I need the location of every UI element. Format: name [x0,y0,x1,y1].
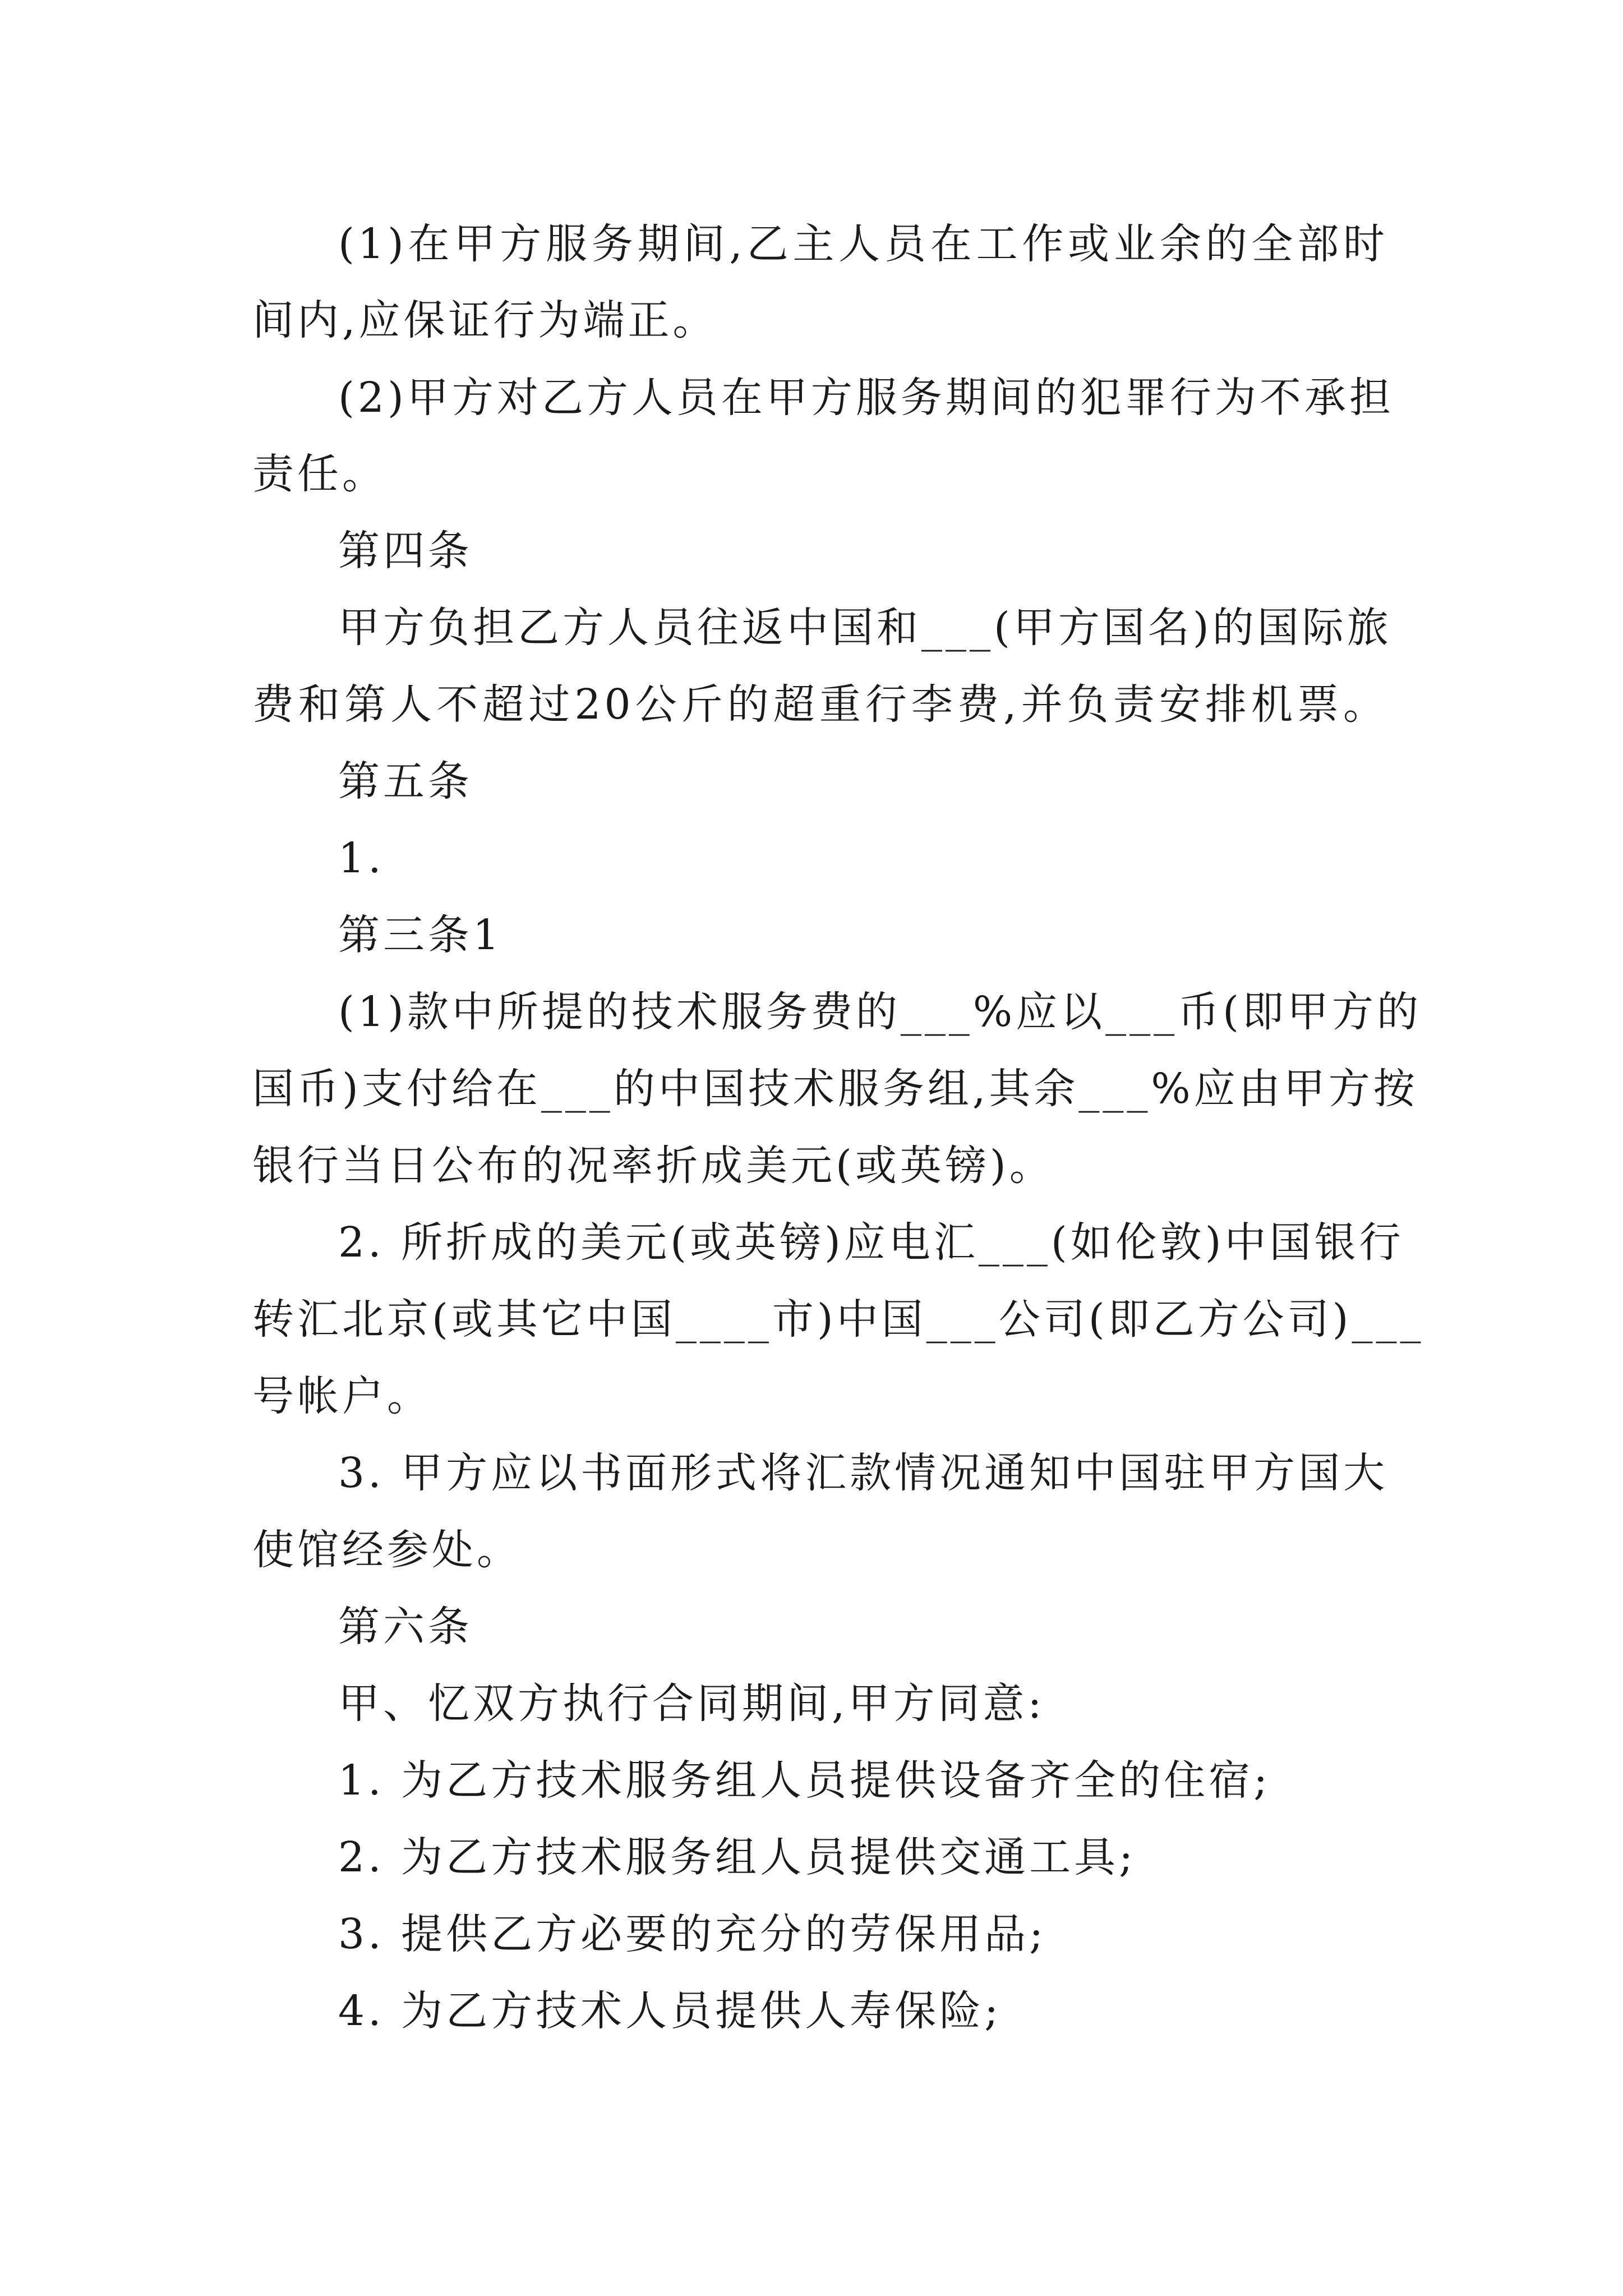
paragraph-line: 甲、忆双方执行合同期间,甲方同意: [338,1680,1045,1728]
list-item: 2. 为乙方技术服务组人员提供交通工具; [338,1833,1137,1881]
paragraph-line: 号帐户。 [252,1372,432,1420]
paragraph-line: 2. 所折成的美元(或英镑)应电汇___(如伦敦)中国银行 [338,1218,1404,1267]
paragraph-line: 责任。 [252,450,387,498]
list-item: 4. 为乙方技术人员提供人寿保险; [338,1987,1002,2035]
paragraph-line: 使馆经参处。 [252,1526,522,1574]
section-heading: 第六条 [338,1603,473,1651]
paragraph-line: (1)款中所提的技术服务费的___%应以___币(即甲方的 [338,988,1422,1036]
paragraph-line: 甲方负担乙方人员往返中国和___(甲方国名)的国际旅 [338,604,1392,652]
section-heading: 第五条 [338,757,473,806]
section-heading: 第三条1 [338,911,503,959]
paragraph-line: (1)在甲方服务期间,乙主人员在工作或业余的全部时 [338,220,1388,268]
list-item: 3. 提供乙方必要的充分的劳保用品; [338,1910,1047,1958]
paragraph-line: 银行当日公布的况率折成美元(或英镑)。 [252,1142,1054,1190]
paragraph-line: 间内,应保证行为端正。 [252,296,718,344]
paragraph-line: 费和第人不超过20公斤的超重行李费,并负责安排机票。 [252,680,1388,729]
list-item: 1. 为乙方技术服务组人员提供设备齐全的住宿; [338,1756,1271,1805]
paragraph-line: 3. 甲方应以书面形式将汇款情况通知中国驻甲方国大 [338,1449,1389,1497]
section-heading: 第四条 [338,527,473,575]
paragraph-line: 1. [338,834,385,882]
paragraph-line: 国币)支付给在___的中国技术服务组,其余___%应由甲方按 [252,1065,1418,1113]
paragraph-line: 转汇北京(或其它中国____市)中国___公司(即乙方公司)___ [252,1295,1424,1343]
paragraph-line: (2)甲方对乙方人员在甲方服务期间的犯罪行为不承担 [338,374,1394,422]
